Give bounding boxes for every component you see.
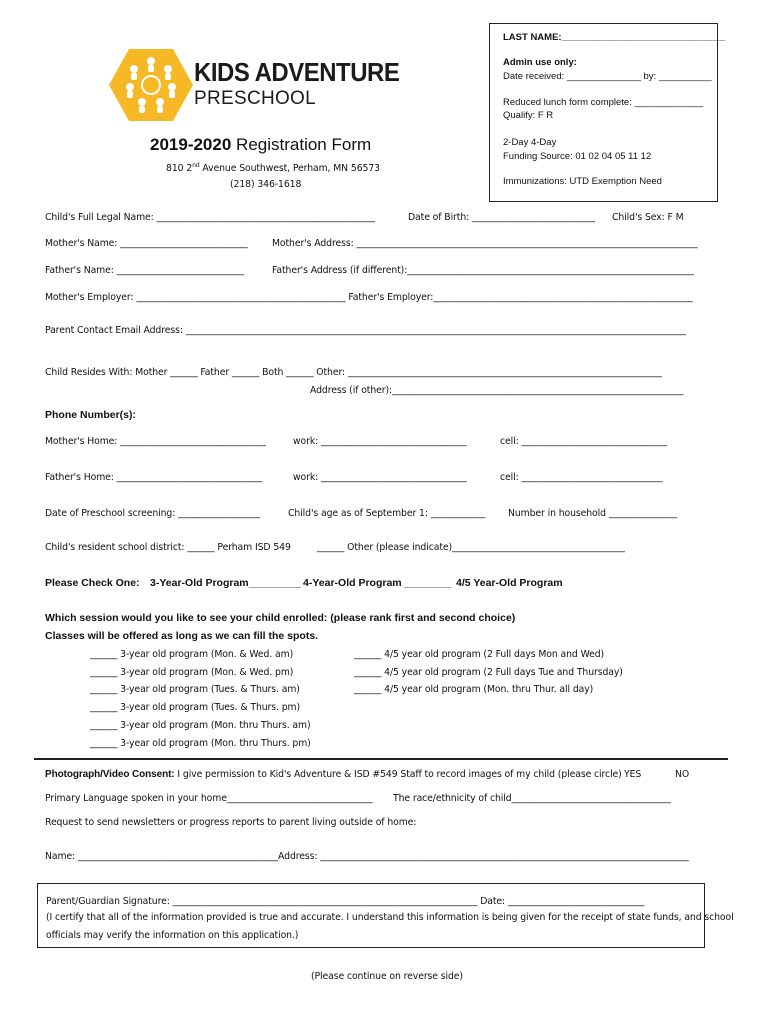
certify-text: (I certify that all of the information provided is true and accurate. I understand this information is being given for the receipt of state funds, and school: [46, 912, 734, 923]
newsletter-request: Request to send newsletters or progress reports to parent living outside of home:: [45, 817, 417, 828]
form-year: 2019-2020: [150, 135, 232, 154]
session-option[interactable]: ______ 4/5 year old program (2 Full days Mon and Wed): [354, 649, 605, 660]
funding-source-field[interactable]: Funding Source: 01 02 04 05 11 12: [503, 151, 652, 162]
address-other-field[interactable]: Address (if other):________________________________________________________________: [310, 385, 684, 396]
father-work-phone[interactable]: work: ________________________________: [293, 472, 467, 483]
continue-note: (Please continue on reverse side): [311, 971, 463, 982]
program-45-year[interactable]: 4/5 Year-Old Program: [456, 577, 563, 589]
district-perham[interactable]: Child's resident school district: ______ Perham ISD 549: [45, 542, 291, 553]
session-question: Which session would you like to see your child enrolled: (please rank first and second choice): [45, 612, 516, 624]
household-field[interactable]: Number in household _______________: [508, 508, 678, 519]
reduced-lunch-field[interactable]: Reduced lunch form complete: _____________: [503, 97, 704, 108]
father-home-phone[interactable]: Father's Home: ________________________________: [45, 472, 263, 483]
session-option[interactable]: ______ 3-year old program (Mon. thru Thurs. pm): [90, 738, 311, 749]
resides-with-field[interactable]: Child Resides With: Mother ______ Father ______ Both ______ Other: _____________________________________________________________________: [45, 367, 662, 378]
primary-language-field[interactable]: Primary Language spoken in your home________________________________: [45, 793, 373, 804]
mother-name-field[interactable]: Mother's Name: ____________________________: [45, 238, 248, 249]
logo-hexagon-icon: [108, 47, 194, 123]
age-september-field[interactable]: Child's age as of September 1: ____________: [288, 508, 486, 519]
signature-line[interactable]: Parent/Guardian Signature: ___________________________________________________________________ Date: ______________________________: [46, 896, 645, 907]
dob-field[interactable]: Date of Birth: ___________________________: [408, 212, 595, 223]
session-option[interactable]: ______ 3-year old program (Mon. thru Thurs. am): [90, 720, 311, 731]
father-address-field[interactable]: Father's Address (if different):_______________________________________________________________: [272, 265, 694, 276]
district-other[interactable]: ______ Other (please indicate)______________________________________: [317, 542, 625, 553]
photo-consent: Photograph/Video Consent: I give permission to Kid's Adventure & ISD #549 Staff to record images of my child (please circle): [45, 769, 622, 780]
race-ethnicity-field[interactable]: The race/ethnicity of child___________________________________: [393, 793, 671, 804]
mother-home-phone[interactable]: Mother's Home: ________________________________: [45, 436, 266, 447]
program-3-year[interactable]: 3-Year-Old Program_________: [150, 577, 302, 589]
form-title-text: Registration Form: [236, 135, 372, 154]
brand-subtitle: PRESCHOOL: [194, 88, 317, 109]
admin-use-heading: Admin use only:: [503, 57, 577, 68]
day-options[interactable]: 2-Day 4-Day: [503, 137, 557, 148]
date-received-field[interactable]: Date received: ______________ by: __________: [503, 71, 712, 82]
signature-box: [37, 883, 734, 948]
phone-numbers-heading: Phone Number(s):: [45, 409, 137, 421]
child-name-field[interactable]: Child's Full Legal Name: ________________________________________________: [45, 212, 375, 223]
father-name-field[interactable]: Father's Name: ____________________________: [45, 265, 244, 276]
session-option[interactable]: ______ 3-year old program (Mon. & Wed. pm): [90, 667, 294, 678]
school-address: 810 2nd Avenue Southwest, Perham, MN 56573: [166, 162, 380, 175]
screening-date-field[interactable]: Date of Preschool screening: __________________: [45, 508, 260, 519]
session-note: Classes will be offered as long as we can fill the spots.: [45, 630, 319, 642]
session-option[interactable]: ______ 4/5 year old program (Mon. thru Thur. all day): [354, 684, 594, 695]
mother-work-phone[interactable]: work: ________________________________: [293, 436, 467, 447]
form-title: [150, 135, 371, 155]
father-cell-phone[interactable]: cell: _______________________________: [500, 472, 663, 483]
session-option[interactable]: ______ 3-year old program (Mon. & Wed. am): [90, 649, 294, 660]
check-one-label: Please Check One:: [45, 577, 140, 589]
child-sex-field[interactable]: Child's Sex: F M: [612, 212, 684, 223]
admin-box: [489, 23, 726, 202]
certify-text-2: officials may verify the information on this application.): [46, 930, 299, 941]
session-option[interactable]: ______ 4/5 year old program (2 Full days Tue and Thursday): [354, 667, 623, 678]
employer-fields[interactable]: Mother's Employer: ______________________________________________ Father's Employer:_________________________________________________________: [45, 292, 693, 303]
mother-address-field[interactable]: Mother's Address: ___________________________________________________________________________: [272, 238, 698, 249]
brand-name: KIDS ADVENTURE: [194, 57, 400, 87]
session-option[interactable]: ______ 3-year old program (Tues. & Thurs. am): [90, 684, 300, 695]
program-4-year[interactable]: 4-Year-Old Program ________: [303, 577, 452, 589]
section-divider: [34, 758, 728, 760]
school-phone: (218) 346-1618: [230, 179, 302, 190]
newsletter-name-address[interactable]: Name: ____________________________________________Address: _________________________________________________________________________________: [45, 851, 689, 862]
last-name-field[interactable]: LAST NAME:_______________________________: [503, 32, 726, 43]
immunizations-field[interactable]: Immunizations: UTD Exemption Need: [503, 176, 662, 187]
mother-cell-phone[interactable]: cell: ________________________________: [500, 436, 668, 447]
parent-email-field[interactable]: Parent Contact Email Address: ______________________________________________________________________________________________________________: [45, 325, 687, 336]
consent-no[interactable]: NO: [675, 769, 690, 780]
qualify-field[interactable]: Qualify: F R: [503, 110, 554, 121]
consent-yes[interactable]: YES: [624, 769, 642, 780]
session-option[interactable]: ______ 3-year old program (Tues. & Thurs. pm): [90, 702, 301, 713]
